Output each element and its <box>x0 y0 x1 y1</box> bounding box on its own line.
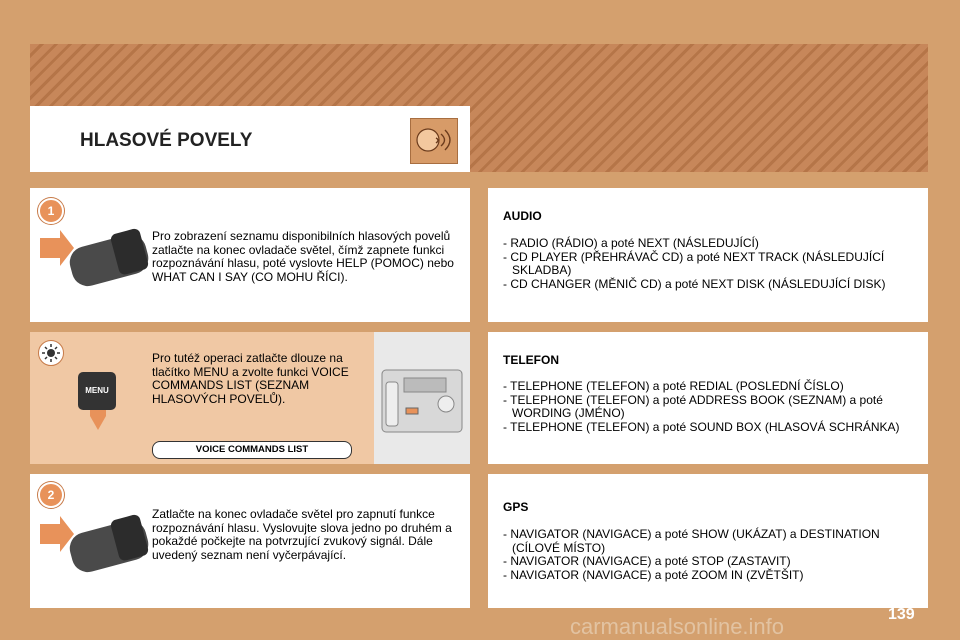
menu-button-illustration <box>78 372 118 428</box>
watermark: carmanualsonline.info <box>570 614 785 639</box>
menu-step-text: Pro tutéž operaci zatlačte dlouze na tlačítko MENU a zvolte funkci VOICE COMMANDS LIST (SEZNAM HLASOVÝCH POVELŮ). <box>152 351 349 406</box>
list-item: - NAVIGATOR (NAVIGACE) a poté ZOOM IN (ZVĚTŠIT) <box>503 567 804 582</box>
audio-heading: AUDIO <box>503 209 542 223</box>
audio-list <box>503 237 913 291</box>
list-item: - CD PLAYER (PŘEHRÁVAČ CD) a poté NEXT TRACK (NÁSLEDUJÍCÍ SKLADBA) <box>503 249 885 277</box>
list-item: - NAVIGATOR (NAVIGACE) a poté SHOW (UKÁZAT) a DESTINATION (CÍLOVÉ MÍSTO) <box>503 527 880 555</box>
radio-unit-image <box>380 368 464 434</box>
gps-heading: GPS <box>503 500 529 514</box>
voice-command-icon <box>410 118 458 164</box>
gps-list <box>503 528 913 582</box>
sun-icon <box>38 340 64 366</box>
list-item: - TELEPHONE (TELEFON) a poté REDIAL (POSLEDNÍ ČÍSLO) <box>503 379 844 393</box>
voice-commands-list-label: VOICE COMMANDS LIST <box>152 441 352 459</box>
list-item: - NAVIGATOR (NAVIGACE) a poté STOP (ZASTAVIT) <box>503 554 791 568</box>
light-stalk-image <box>40 512 150 584</box>
list-item: - TELEPHONE (TELEFON) a poté ADDRESS BOOK (SEZNAM) a poté WORDING (JMÉNO) <box>503 392 883 420</box>
page-title: HLASOVÉ POVELY <box>80 130 253 151</box>
list-item: - RADIO (RÁDIO) a poté NEXT (NÁSLEDUJÍCÍ) <box>503 236 759 250</box>
list-item: - TELEPHONE (TELEFON) a poté SOUND BOX (HLASOVÁ SCHRÁNKA) <box>503 419 900 434</box>
step1-text: Pro zobrazení seznamu disponibilních hlasových povelů zatlačte na konec ovladače světel, čímž zapnete funkci rozpoznávání hlasu, poté vyslovte HELP (POMOC) nebo WHAT CAN I SAY (CO MOHU ŘÍCI). <box>152 229 454 284</box>
step1-badge: 1 <box>38 198 64 224</box>
page-number: 139 <box>888 606 915 623</box>
step2-badge: 2 <box>38 482 64 508</box>
telefon-list <box>503 380 913 434</box>
list-item: - CD CHANGER (MĚNIČ CD) a poté NEXT DISK (NÁSLEDUJÍCÍ DISK) <box>503 276 886 291</box>
step2-text: Zatlačte na konec ovladače světel pro zapnutí funkce rozpoznávání hlasu. Vyslovujte slova jedno po druhém a pokaždé počkejte na potvrzující zvukový signál. Dále uvedený seznam není vyčerpávající. <box>152 507 452 562</box>
telefon-heading: TELEFON <box>503 353 559 367</box>
menu-button: MENU <box>78 372 116 410</box>
light-stalk-image <box>40 226 150 298</box>
